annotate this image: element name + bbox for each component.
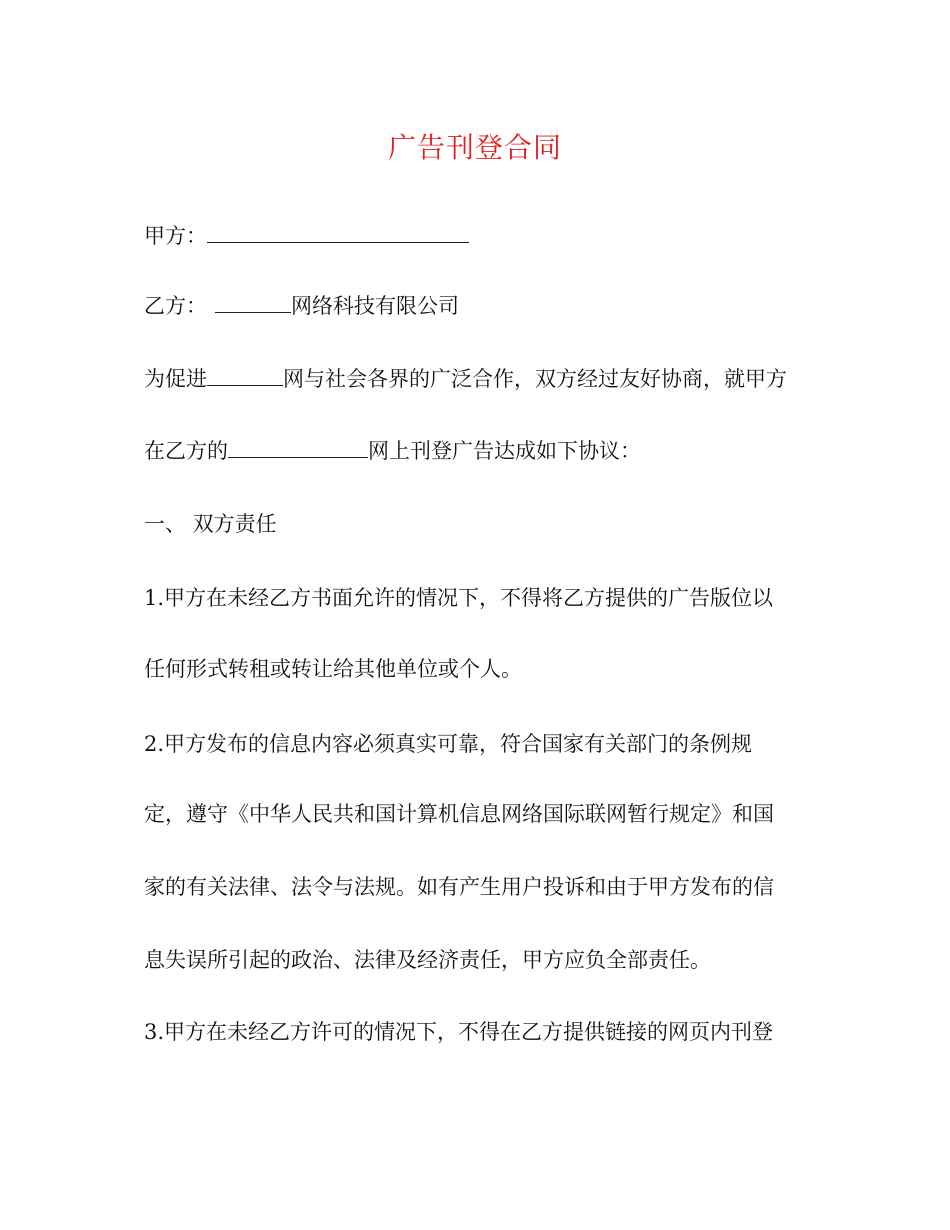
party-b-blank (215, 292, 291, 313)
intro-line2-prefix: 在乙方的 (144, 439, 228, 463)
body-line-6: 息失误所引起的政治、法律及经济责任，甲方应负全部责任。 (144, 948, 711, 972)
intro-line-1 (144, 364, 787, 394)
intro-line2-suffix: 网上刊登广告达成如下协议： (368, 439, 641, 463)
body-line-7: 3.甲方在未经乙方许可的情况下，不得在乙方提供链接的网页内刊登 (144, 1020, 774, 1044)
party-a-line (144, 221, 469, 251)
party-b-suffix: 网络科技有限公司 (291, 294, 459, 318)
party-b-label: 乙方： (144, 294, 207, 318)
intro-blank-2 (228, 437, 368, 458)
intro-blank-1 (207, 365, 283, 386)
body-line-3: 2.甲方发布的信息内容必须真实可靠，符合国家有关部门的条例规 (144, 732, 753, 756)
party-a-label: 甲方： (144, 224, 207, 248)
party-b-line (144, 291, 459, 321)
section-1-heading: 一、 双方责任 (144, 512, 277, 536)
intro-line1-prefix: 为促进 (144, 367, 207, 391)
party-a-blank (207, 222, 469, 243)
document-title: 广告刊登合同 (387, 131, 562, 164)
body-line-1: 1.甲方在未经乙方书面允许的情况下，不得将乙方提供的广告版位以 (144, 586, 774, 610)
body-line-4: 定，遵守《中华人民共和国计算机信息网络国际联网暂行规定》和国 (144, 802, 774, 826)
body-line-2: 任何形式转租或转让给其他单位或个人。 (144, 657, 522, 681)
body-line-5: 家的有关法律、法令与法规。如有产生用户投诉和由于甲方发布的信 (144, 875, 774, 899)
intro-line-2 (144, 436, 641, 466)
intro-line1-suffix: 网与社会各界的广泛合作，双方经过友好协商，就甲方 (283, 367, 787, 391)
